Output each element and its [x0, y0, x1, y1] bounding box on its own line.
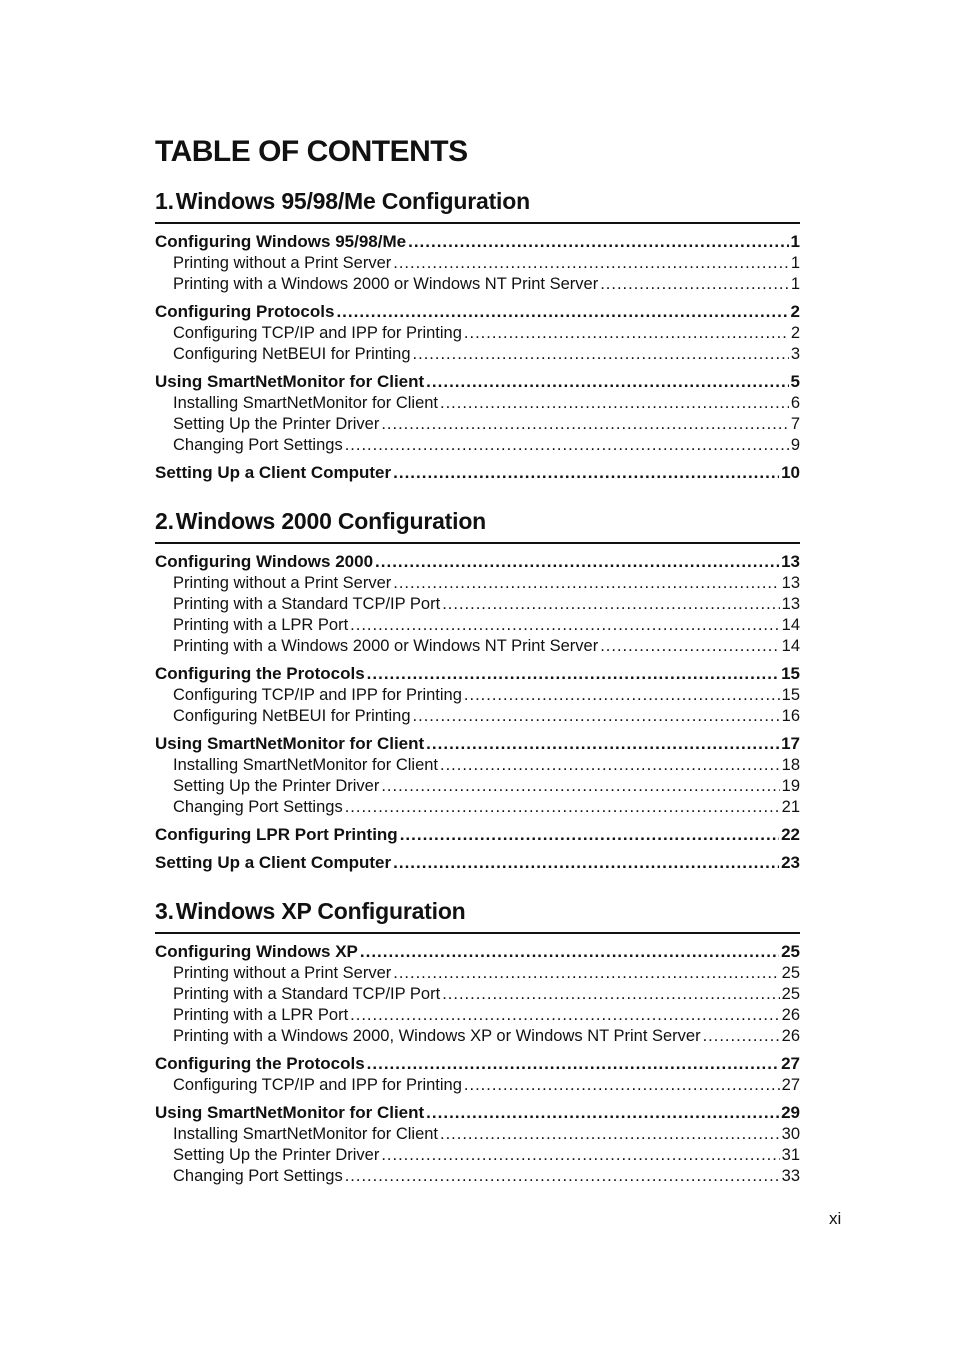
chapter-title: Windows 2000 Configuration: [175, 508, 487, 534]
dot-leader: [381, 1145, 779, 1166]
toc-subsection-entry[interactable]: [155, 1124, 800, 1145]
toc-subsection-entry[interactable]: [155, 685, 800, 706]
entry-page-number: 19: [781, 777, 800, 795]
entry-page-number: 27: [781, 1076, 800, 1094]
chapter-heading: [155, 506, 800, 544]
toc-subsection-entry[interactable]: [155, 776, 800, 797]
dot-leader: [393, 963, 779, 984]
entry-label: Printing with a Windows 2000, Windows XP or Windows NT Print Server: [173, 1027, 701, 1045]
toc-section-entry[interactable]: [155, 852, 800, 874]
dot-leader: [464, 685, 780, 706]
entry-label: Using SmartNetMonitor for Client: [155, 1103, 425, 1122]
entry-page-number: 1: [790, 232, 800, 251]
entry-label: Installing SmartNetMonitor for Client: [173, 394, 439, 412]
dot-leader: [400, 824, 779, 846]
toc-subsection-entry[interactable]: [155, 594, 800, 615]
toc-subsection-entry[interactable]: [155, 1026, 800, 1047]
chapter-1: [155, 186, 800, 484]
dot-leader: [600, 274, 789, 295]
toc-section-entry[interactable]: [155, 1053, 800, 1075]
entry-page-number: 18: [781, 756, 800, 774]
toc-subsection-entry[interactable]: [155, 1075, 800, 1096]
dot-leader: [464, 323, 789, 344]
chapter-title: Windows XP Configuration: [175, 898, 466, 924]
toc-subsection-entry[interactable]: [155, 797, 800, 818]
entry-label: Setting Up the Printer Driver: [173, 1146, 380, 1164]
entry-page-number: 2: [790, 302, 800, 321]
dot-leader: [440, 1124, 780, 1145]
entry-label: Setting Up the Printer Driver: [173, 777, 380, 795]
entry-page-number: 26: [781, 1027, 800, 1045]
entry-label: Configuring TCP/IP and IPP for Printing: [173, 1076, 462, 1094]
entry-page-number: 25: [781, 942, 800, 961]
toc-subsection-entry[interactable]: [155, 1005, 800, 1026]
entry-page-number: 10: [781, 463, 800, 482]
dot-leader: [426, 1102, 779, 1124]
entry-label: Using SmartNetMonitor for Client: [155, 372, 425, 391]
entry-page-number: 21: [781, 798, 800, 816]
toc-subsection-entry[interactable]: [155, 1166, 800, 1187]
entry-label: Changing Port Settings: [173, 436, 343, 454]
entry-label: Printing with a Standard TCP/IP Port: [173, 595, 441, 613]
entry-page-number: 30: [781, 1125, 800, 1143]
toc-subsection-entry[interactable]: [155, 706, 800, 727]
entry-label: Using SmartNetMonitor for Client: [155, 734, 425, 753]
toc-section-entry[interactable]: [155, 231, 800, 253]
dot-leader: [360, 941, 779, 963]
dot-leader: [703, 1026, 780, 1047]
entry-page-number: 22: [781, 825, 800, 844]
entry-page-number: 3: [790, 345, 800, 363]
dot-leader: [393, 253, 789, 274]
chapter-title: Windows 95/98/Me Configuration: [175, 188, 530, 214]
entry-label: Configuring TCP/IP and IPP for Printing: [173, 686, 462, 704]
dot-leader: [440, 393, 789, 414]
entry-label: Printing without a Print Server: [173, 964, 392, 982]
entry-label: Changing Port Settings: [173, 1167, 343, 1185]
toc-section-entry[interactable]: [155, 1102, 800, 1124]
entry-label: Printing with a Standard TCP/IP Port: [173, 985, 441, 1003]
chapter-number: 1.: [155, 188, 174, 214]
entry-page-number: 13: [781, 574, 800, 592]
dot-leader: [350, 615, 779, 636]
chapter-heading: [155, 896, 800, 934]
toc-subsection-entry[interactable]: [155, 253, 800, 274]
entry-page-number: 2: [790, 324, 800, 342]
entry-page-number: 15: [781, 686, 800, 704]
dot-leader: [381, 414, 788, 435]
chapter-number: 2.: [155, 508, 174, 534]
entry-page-number: 1: [790, 254, 800, 272]
entry-label: Configuring Protocols: [155, 302, 335, 321]
toc-subsection-entry[interactable]: [155, 323, 800, 344]
entry-label: Setting Up a Client Computer: [155, 463, 392, 482]
entry-label: Setting Up a Client Computer: [155, 853, 392, 872]
dot-leader: [393, 852, 779, 874]
toc-entries: [155, 934, 800, 1187]
page-title: TABLE OF CONTENTS: [155, 135, 468, 168]
entry-label: Printing with a Windows 2000 or Windows NT Print Server: [173, 637, 599, 655]
dot-leader: [381, 776, 779, 797]
dot-leader: [440, 755, 780, 776]
entry-page-number: 16: [781, 707, 800, 725]
entry-label: Setting Up the Printer Driver: [173, 415, 380, 433]
entry-page-number: 31: [781, 1146, 800, 1164]
toc-subsection-entry[interactable]: [155, 274, 800, 295]
dot-leader: [413, 706, 780, 727]
toc-subsection-entry[interactable]: [155, 573, 800, 594]
entry-label: Printing with a Windows 2000 or Windows NT Print Server: [173, 275, 599, 293]
dot-leader: [408, 231, 788, 253]
entry-label: Configuring the Protocols: [155, 1054, 365, 1073]
entry-label: Installing SmartNetMonitor for Client: [173, 756, 439, 774]
dot-leader: [442, 594, 779, 615]
entry-page-number: 9: [790, 436, 800, 454]
toc-subsection-entry[interactable]: [155, 414, 800, 435]
entry-page-number: 33: [781, 1167, 800, 1185]
entry-label: Configuring TCP/IP and IPP for Printing: [173, 324, 462, 342]
toc-subsection-entry[interactable]: [155, 1145, 800, 1166]
toc-entries: [155, 544, 800, 874]
entry-page-number: 6: [790, 394, 800, 412]
entry-page-number: 23: [781, 853, 800, 872]
entry-label: Configuring Windows XP: [155, 942, 358, 961]
entry-label: Configuring LPR Port Printing: [155, 825, 398, 844]
entry-page-number: 29: [781, 1103, 800, 1122]
dot-leader: [393, 462, 779, 484]
toc-subsection-entry[interactable]: [155, 393, 800, 414]
toc-subsection-entry[interactable]: [155, 984, 800, 1005]
dot-leader: [464, 1075, 780, 1096]
dot-leader: [375, 551, 779, 573]
toc-section-entry[interactable]: [155, 733, 800, 755]
entry-page-number: 13: [781, 552, 800, 571]
dot-leader: [426, 371, 788, 393]
entry-page-number: 14: [781, 637, 800, 655]
dot-leader: [426, 733, 779, 755]
dot-leader: [442, 984, 779, 1005]
entry-page-number: 27: [781, 1054, 800, 1073]
entry-page-number: 7: [790, 415, 800, 433]
toc-section-entry[interactable]: [155, 462, 800, 484]
toc-subsection-entry[interactable]: [155, 344, 800, 365]
chapter-number: 3.: [155, 898, 174, 924]
entry-label: Configuring NetBEUI for Printing: [173, 345, 411, 363]
entry-label: Configuring NetBEUI for Printing: [173, 707, 411, 725]
toc-subsection-entry[interactable]: [155, 963, 800, 984]
entry-label: Printing with a LPR Port: [173, 1006, 349, 1024]
entry-page-number: 25: [781, 985, 800, 1003]
entry-page-number: 1: [790, 275, 800, 293]
toc-subsection-entry[interactable]: [155, 755, 800, 776]
entry-label: Configuring the Protocols: [155, 664, 365, 683]
dot-leader: [600, 636, 779, 657]
dot-leader: [393, 573, 779, 594]
toc-subsection-entry[interactable]: [155, 636, 800, 657]
entry-label: Printing without a Print Server: [173, 254, 392, 272]
toc-section-entry[interactable]: [155, 371, 800, 393]
dot-leader: [413, 344, 789, 365]
dot-leader: [367, 663, 779, 685]
toc-section-entry[interactable]: [155, 824, 800, 846]
toc-section-entry[interactable]: [155, 551, 800, 573]
toc-section-entry[interactable]: [155, 941, 800, 963]
entry-page-number: 17: [781, 734, 800, 753]
entry-label: Changing Port Settings: [173, 798, 343, 816]
entry-page-number: 13: [781, 595, 800, 613]
chapter-heading: [155, 186, 800, 224]
toc-section-entry[interactable]: [155, 301, 800, 323]
entry-label: Configuring Windows 2000: [155, 552, 374, 571]
toc-subsection-entry[interactable]: [155, 615, 800, 636]
entry-label: Configuring Windows 95/98/Me: [155, 232, 407, 251]
entry-page-number: 15: [781, 664, 800, 683]
toc-section-entry[interactable]: [155, 663, 800, 685]
chapter-3: [155, 896, 800, 1187]
entry-label: Printing without a Print Server: [173, 574, 392, 592]
page-number: xi: [829, 1209, 842, 1228]
dot-leader: [345, 435, 789, 456]
dot-leader: [345, 797, 780, 818]
entry-page-number: 14: [781, 616, 800, 634]
chapter-2: [155, 506, 800, 874]
dot-leader: [350, 1005, 779, 1026]
entry-label: Installing SmartNetMonitor for Client: [173, 1125, 439, 1143]
entry-page-number: 5: [790, 372, 800, 391]
entry-page-number: 25: [781, 964, 800, 982]
dot-leader: [336, 301, 788, 323]
entry-page-number: 26: [781, 1006, 800, 1024]
entry-label: Printing with a LPR Port: [173, 616, 349, 634]
toc-subsection-entry[interactable]: [155, 435, 800, 456]
dot-leader: [367, 1053, 779, 1075]
toc-entries: [155, 224, 800, 484]
dot-leader: [345, 1166, 780, 1187]
